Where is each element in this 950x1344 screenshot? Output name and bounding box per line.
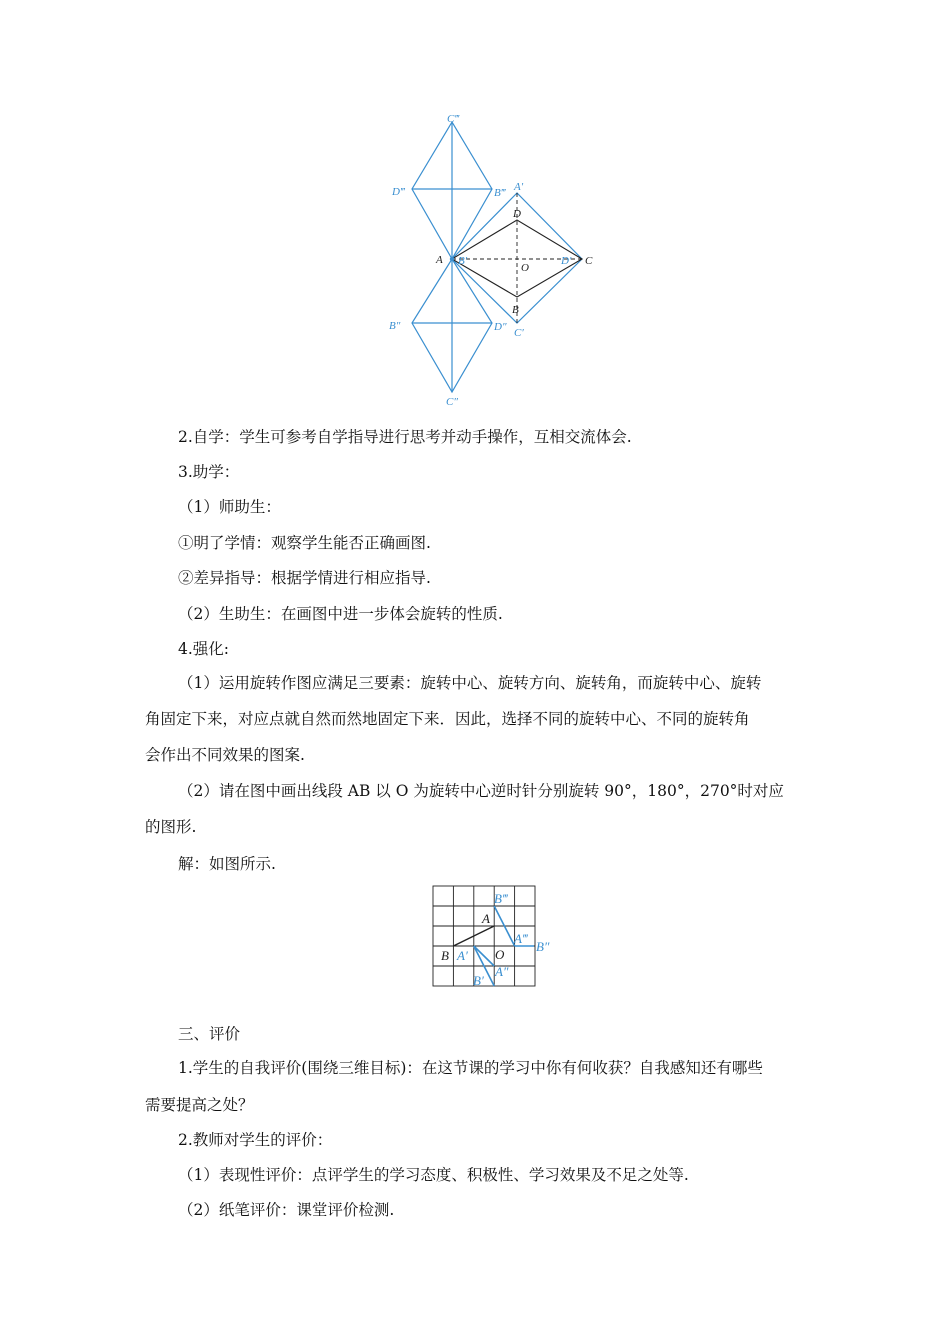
grid-label-b2: B″	[536, 939, 550, 954]
label-c3: C‴	[447, 113, 459, 125]
grid-label-a: A	[482, 911, 490, 926]
para-differential-guidance: ②差异指导：根据学情进行相应指导.	[178, 569, 431, 587]
para-rotation-elements-line1: （1）运用旋转作图应满足三要素：旋转中心、旋转方向、旋转角，而旋转中心、旋转	[178, 674, 762, 692]
label-o: O	[521, 262, 529, 274]
para-self-study: 2.自学：学生可参考自学指导进行思考并动手操作，互相交流体会.	[178, 428, 632, 446]
para-solution: 解：如图所示.	[178, 855, 276, 873]
para-rotation-elements-line3: 会作出不同效果的图案.	[145, 746, 305, 764]
para-help-study: 3.助学：	[178, 463, 240, 481]
grid-label-b: B	[441, 948, 449, 963]
para-self-evaluation-line1: 1.学生的自我评价(围绕三维目标)：在这节课的学习中你有何收获？自我感知还有哪些	[178, 1059, 763, 1077]
para-rotation-elements-line2: 角固定下来，对应点就自然而然地固定下来．因此，选择不同的旋转中心、不同的旋转角	[145, 710, 750, 728]
grid-label-o: O	[495, 947, 505, 962]
grid-label-b3: B‴	[494, 891, 508, 906]
label-b2: B″	[389, 320, 401, 332]
grid-label-b1: B′	[473, 973, 484, 988]
para-strengthen: 4.强化:	[178, 640, 230, 658]
para-teacher-help: （1）师助生：	[178, 498, 281, 516]
label-d2: D″	[494, 321, 507, 333]
label-c: C	[585, 255, 593, 267]
grid-label-a1: A′	[457, 948, 468, 963]
rotation-diagram-rhombus	[380, 105, 610, 410]
label-b1: B′	[458, 255, 468, 267]
para-understand-situation: ①明了学情：观察学生能否正确画图.	[178, 534, 431, 552]
para-exercise-line2: 的图形.	[145, 818, 197, 836]
para-teacher-evaluation: 2.教师对学生的评价：	[178, 1131, 333, 1149]
grid-rotation-diagram	[425, 880, 565, 992]
label-c2: C″	[446, 396, 458, 408]
para-performance-evaluation: （1）表现性评价：点评学生的学习态度、积极性、学习效果及不足之处等.	[178, 1166, 689, 1184]
grid-label-a2: A″	[495, 964, 509, 979]
label-a1: A′	[514, 181, 524, 193]
section-heading-evaluation: 三、评价	[178, 1025, 241, 1043]
label-d3: D‴	[392, 186, 405, 198]
grid-label-a3: A‴	[514, 931, 528, 946]
label-b: B	[512, 304, 519, 316]
para-paper-evaluation: （2）纸笔评价：课堂评价检测.	[178, 1201, 395, 1219]
label-a: A	[436, 254, 443, 266]
label-c1: C′	[514, 327, 524, 339]
para-self-evaluation-line2: 需要提高之处？	[145, 1096, 254, 1114]
label-d: D	[513, 208, 521, 220]
label-d1: D′	[561, 255, 572, 267]
label-b3: B‴	[494, 187, 506, 199]
para-exercise-line1: （2）请在图中画出线段 AB 以 O 为旋转中心逆时针分别旋转 90°，180°，270°时对应	[178, 782, 784, 800]
para-student-help: （2）生助生：在画图中进一步体会旋转的性质.	[178, 605, 503, 623]
